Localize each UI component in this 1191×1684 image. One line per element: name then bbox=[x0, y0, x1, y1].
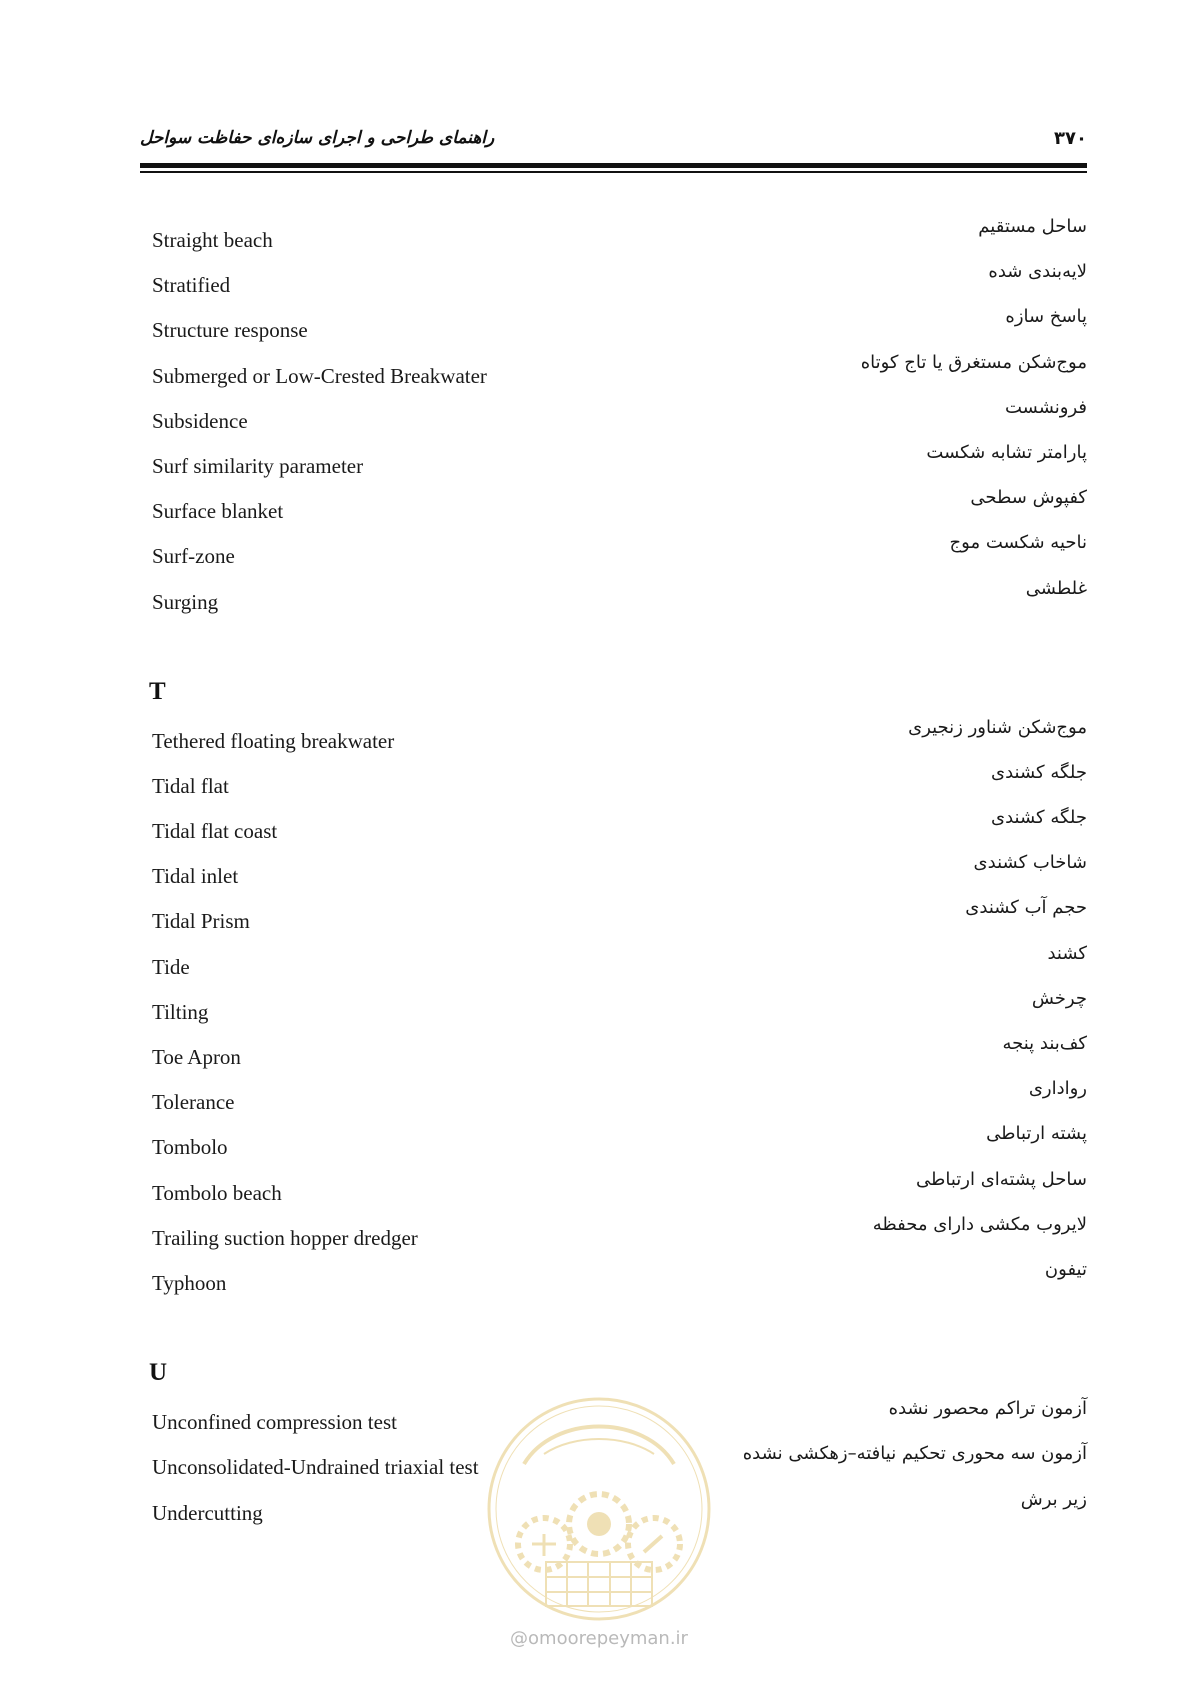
term-english: Submerged or Low-Crested Breakwater bbox=[152, 363, 487, 388]
term-persian: موج‌شکن مستغرق یا تاج کوتاه bbox=[860, 351, 1087, 373]
term-persian: ساحل پشته‌ای ارتباطی bbox=[916, 1168, 1087, 1190]
watermark-logo bbox=[484, 1394, 714, 1624]
term-persian: پاسخ سازه bbox=[1005, 306, 1087, 328]
glossary-row bbox=[152, 941, 1087, 986]
glossary-row bbox=[152, 259, 1087, 304]
term-english: Unconfined compression test bbox=[152, 1410, 397, 1435]
term-persian: زیر برش bbox=[1020, 1488, 1087, 1510]
glossary-row bbox=[152, 1167, 1087, 1212]
term-english: Surface blanket bbox=[152, 499, 284, 524]
term-english: Straight beach bbox=[152, 228, 273, 252]
term-english: Tide bbox=[152, 954, 190, 979]
glossary bbox=[149, 214, 1087, 1532]
term-persian: چرخش bbox=[1031, 987, 1087, 1009]
term-persian: کشند bbox=[1047, 942, 1087, 964]
term-english: Tilting bbox=[152, 999, 209, 1024]
term-english: Surf similarity parameter bbox=[152, 453, 364, 478]
term-english: Tombolo beach bbox=[152, 1180, 282, 1205]
term-persian: غلطشی bbox=[1025, 577, 1087, 599]
glossary-row bbox=[152, 986, 1087, 1031]
term-persian: کفپوش سطحی bbox=[970, 487, 1087, 509]
term-persian: لایه‌بندی شده bbox=[988, 261, 1087, 283]
header-rule-thin bbox=[140, 171, 1087, 173]
term-persian: پارامتر تشابه شکست bbox=[926, 441, 1087, 463]
term-english: Subsidence bbox=[152, 408, 248, 433]
term-english: Tethered floating breakwater bbox=[152, 728, 395, 753]
glossary-row bbox=[152, 1121, 1087, 1166]
term-persian: ساحل مستقیم bbox=[978, 216, 1087, 237]
glossary-row bbox=[152, 1212, 1087, 1257]
term-english: Tolerance bbox=[152, 1090, 235, 1115]
term-persian: پشته ارتباطی bbox=[986, 1123, 1087, 1145]
section-letter: U bbox=[149, 1359, 168, 1387]
section-spacer bbox=[152, 1302, 1087, 1353]
glossary-section bbox=[152, 214, 1087, 621]
term-persian: لایروب مکشی دارای محفظه bbox=[872, 1213, 1087, 1235]
watermark-url: @omoorepeyman.ir bbox=[510, 1628, 688, 1649]
term-english: Trailing suction hopper dredger bbox=[152, 1225, 418, 1250]
term-english: Typhoon bbox=[152, 1270, 227, 1295]
section-letter: T bbox=[149, 677, 166, 705]
glossary-row bbox=[152, 895, 1087, 940]
term-persian: آزمون سه محوری تحکیم نیافته–زهکشی نشده bbox=[742, 1443, 1087, 1465]
term-english: Surf-zone bbox=[152, 544, 235, 569]
glossary-row bbox=[152, 395, 1087, 440]
term-persian: فرونشست bbox=[1004, 396, 1087, 418]
term-english: Undercutting bbox=[152, 1500, 263, 1525]
term-english: Unconsolidated-Undrained triaxial test bbox=[152, 1455, 479, 1480]
glossary-row bbox=[152, 850, 1087, 895]
term-english: Tidal flat bbox=[152, 773, 229, 798]
term-persian: کف‌بند پنجه bbox=[1002, 1033, 1087, 1054]
term-persian: جلگه کشندی bbox=[991, 761, 1087, 783]
glossary-section bbox=[149, 621, 1087, 1302]
term-persian: موج‌شکن شناور زنجیری bbox=[908, 716, 1087, 738]
glossary-row bbox=[152, 805, 1087, 850]
glossary-row bbox=[152, 440, 1087, 485]
term-persian: حجم آب کشندی bbox=[965, 897, 1087, 919]
glossary-row bbox=[152, 760, 1087, 805]
term-english: Tidal Prism bbox=[152, 909, 250, 934]
term-persian: تیفون bbox=[1044, 1258, 1087, 1280]
glossary-row bbox=[152, 214, 1087, 259]
term-english: Tidal flat coast bbox=[152, 819, 278, 844]
term-english: Structure response bbox=[152, 318, 308, 343]
glossary-row bbox=[152, 304, 1087, 349]
term-persian: ناحیه شکست موج bbox=[949, 532, 1087, 554]
term-persian: جلگه کشندی bbox=[991, 807, 1087, 829]
term-persian: آزمون تراکم محصور نشده bbox=[888, 1398, 1087, 1420]
glossary-row bbox=[152, 350, 1087, 395]
term-english: Toe Apron bbox=[152, 1045, 241, 1069]
glossary-row bbox=[152, 1257, 1087, 1302]
term-english: Tidal inlet bbox=[152, 864, 239, 889]
term-english: Tombolo bbox=[152, 1135, 228, 1160]
term-english: Surging bbox=[152, 589, 219, 614]
glossary-row bbox=[152, 576, 1087, 621]
term-persian: شاخاب کشندی bbox=[973, 852, 1087, 874]
glossary-row bbox=[152, 715, 1087, 760]
section-spacer bbox=[152, 621, 1087, 672]
glossary-row bbox=[152, 530, 1087, 575]
glossary-row bbox=[152, 485, 1087, 530]
term-english: Stratified bbox=[152, 273, 231, 298]
glossary-row bbox=[152, 1031, 1087, 1076]
book-title: راهنمای طراحی و اجرای سازه‌ای حفاظت سواحل bbox=[140, 128, 495, 148]
header-rule-thick bbox=[140, 163, 1087, 168]
term-persian: رواداری bbox=[1028, 1078, 1087, 1100]
glossary-row bbox=[152, 1076, 1087, 1121]
page-header bbox=[140, 128, 1087, 160]
page-number: ۳۷۰ bbox=[1054, 128, 1087, 149]
